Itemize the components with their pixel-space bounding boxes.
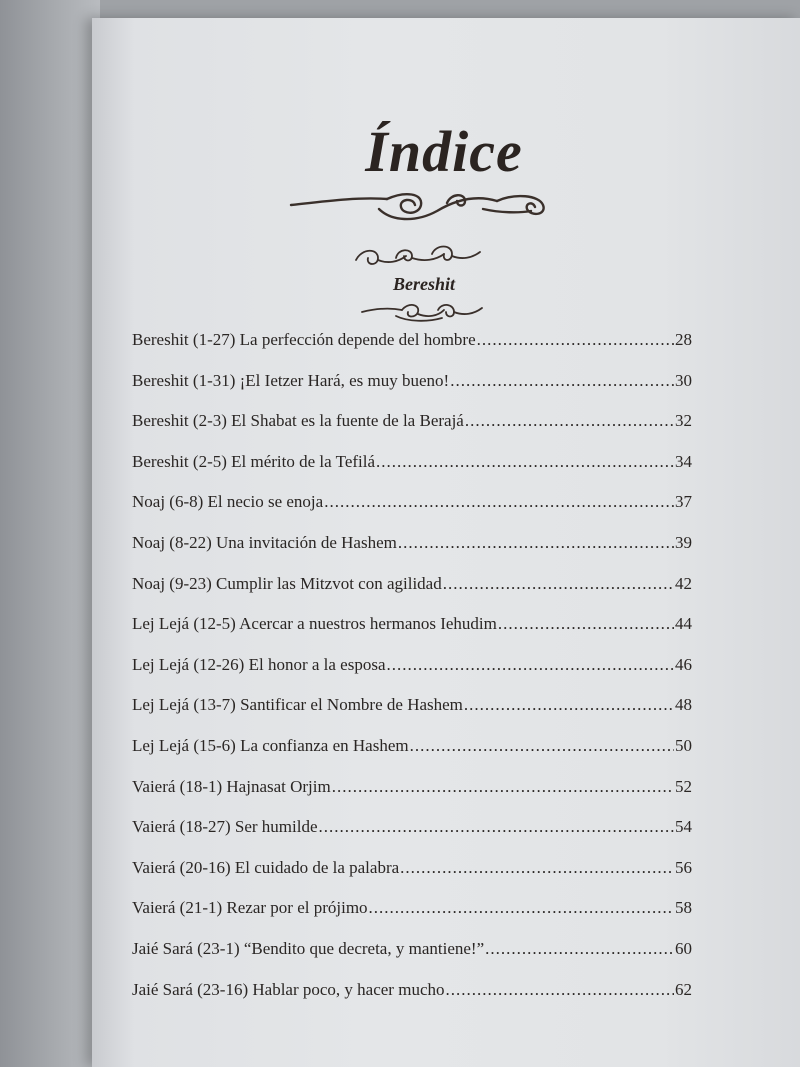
- toc-entry: [132, 898, 692, 939]
- page-title: Índice: [365, 119, 523, 184]
- ornament-small-bottom-icon: [358, 298, 488, 324]
- toc-entry: [132, 614, 692, 655]
- toc-entry: [132, 574, 692, 615]
- toc-entry-title: Lej Lejá (13-7) Santificar el Nombre de Hashem: [132, 695, 463, 715]
- dot-leader: [376, 452, 674, 472]
- toc-entry-title: Bereshit (1-31) ¡El Ietzer Hará, es muy bueno!: [132, 370, 450, 390]
- toc-entry: [132, 817, 692, 858]
- toc-entry-title: Lej Lejá (15-6) La confianza en Hashem: [132, 735, 409, 755]
- toc-entry-page: 32: [675, 411, 692, 431]
- toc-entry-title: Vaierá (18-1) Hajnasat Orjim: [132, 776, 331, 796]
- ornament-flourish-icon: [287, 183, 557, 225]
- dot-leader: [477, 330, 674, 350]
- toc-entry-page: 28: [675, 330, 692, 349]
- dot-leader: [445, 980, 674, 1000]
- toc-entry-page: 60: [675, 938, 692, 958]
- dot-leader: [369, 898, 674, 918]
- toc-entry-page: 54: [675, 817, 692, 837]
- dot-leader: [485, 939, 674, 959]
- toc-entry: [132, 980, 692, 1021]
- dot-leader: [443, 574, 674, 594]
- toc-entry: [132, 330, 692, 371]
- toc-entry-page: 58: [675, 898, 692, 918]
- toc-entry: [132, 858, 692, 899]
- toc-entry: [132, 452, 692, 493]
- dot-leader: [465, 411, 674, 431]
- toc-entry: [132, 533, 692, 574]
- dot-leader: [324, 492, 674, 512]
- toc-entry-title: Vaierá (21-1) Rezar por el prójimo: [132, 898, 368, 918]
- toc-entry: [132, 939, 692, 980]
- toc-entry-title: Lej Lejá (12-5) Acercar a nuestros hermanos Iehudim: [132, 614, 497, 634]
- toc-entry-page: 42: [675, 573, 692, 593]
- toc-entry: [132, 777, 692, 818]
- toc-entry-page: 30: [675, 370, 692, 390]
- toc-entry-page: 44: [675, 614, 692, 634]
- toc-entry-title: Vaierá (18-27) Ser humilde: [132, 817, 318, 837]
- dot-leader: [398, 533, 674, 553]
- toc-entry-title: Jaié Sará (23-16) Hablar poco, y hacer mucho: [132, 979, 445, 999]
- facing-page-edge: [0, 0, 100, 1067]
- toc-entry: [132, 371, 692, 412]
- toc-entry-page: 37: [675, 492, 692, 512]
- ornament-small-top-icon: [352, 240, 482, 270]
- toc-entry: [132, 655, 692, 696]
- toc-entry-title: Lej Lejá (12-26) El honor a la esposa: [132, 654, 386, 674]
- toc-entry-title: Vaierá (20-16) El cuidado de la palabra: [132, 857, 400, 877]
- toc-entry-page: 52: [675, 776, 692, 796]
- toc-entry-page: 62: [675, 979, 692, 999]
- toc-entry-title: Noaj (9-23) Cumplir las Mitzvot con agilidad: [132, 573, 442, 593]
- toc-entry-page: 48: [675, 695, 692, 715]
- toc-entry-title: Noaj (8-22) Una invitación de Hashem: [132, 532, 397, 552]
- toc-entry: [132, 736, 692, 777]
- toc-entry: [132, 492, 692, 533]
- dot-leader: [464, 695, 674, 715]
- dot-leader: [387, 655, 675, 675]
- toc-entry-title: Bereshit (2-3) El Shabat es la fuente de la Berajá: [132, 411, 464, 431]
- toc-entry-title: Jaié Sará (23-1) “Bendito que decreta, y mantiene!”: [132, 938, 485, 958]
- toc-entry-title: Bereshit (2-5) El mérito de la Tefilá: [132, 451, 376, 471]
- dot-leader: [400, 858, 674, 878]
- toc-entry-title: Bereshit (1-27) La perfección depende del hombre: [132, 330, 476, 349]
- toc-entry-page: 56: [675, 857, 692, 877]
- dot-leader: [410, 736, 674, 756]
- toc-entry-page: 34: [675, 451, 692, 471]
- table-of-contents: [132, 330, 692, 1020]
- toc-entry-page: 39: [675, 532, 692, 552]
- toc-entry: [132, 411, 692, 452]
- toc-entry-page: 46: [675, 654, 692, 674]
- toc-entry: [132, 695, 692, 736]
- book-page: [92, 18, 800, 1067]
- toc-entry-page: 50: [675, 735, 692, 755]
- dot-leader: [319, 817, 674, 837]
- dot-leader: [450, 371, 674, 391]
- dot-leader: [498, 614, 674, 634]
- toc-entry-title: Noaj (6-8) El necio se enoja: [132, 492, 324, 512]
- dot-leader: [332, 777, 674, 797]
- section-heading: Bereshit: [392, 274, 455, 294]
